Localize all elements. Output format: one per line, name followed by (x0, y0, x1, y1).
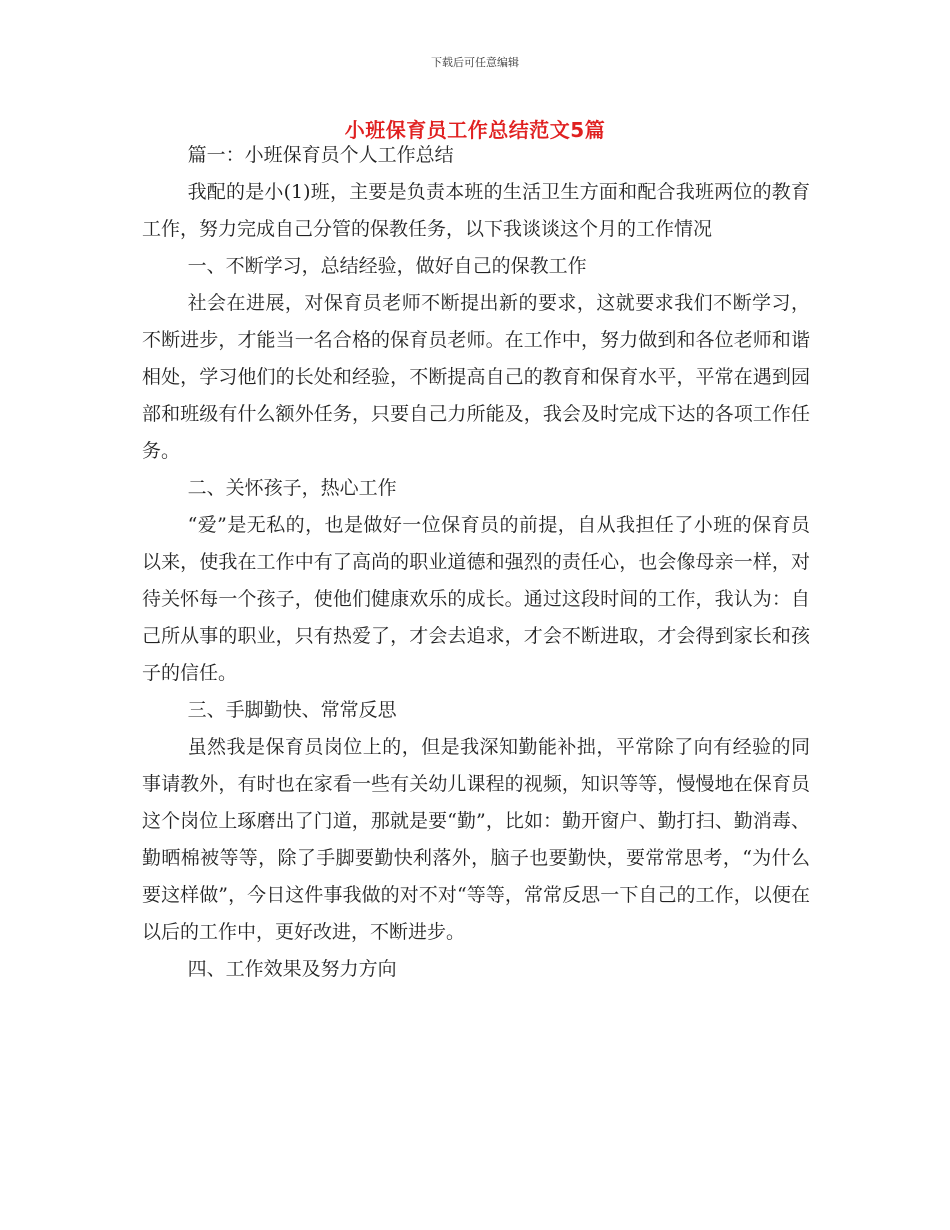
document-body (142, 137, 810, 988)
section-heading: 篇一：小班保育员个人工作总结 (187, 144, 454, 166)
section-heading: 三、手脚勤快、常常反思 (187, 699, 397, 721)
section-heading: 四、工作效果及努力方向 (187, 958, 397, 980)
header-note: 下载后可任意编辑 (431, 56, 519, 69)
paragraph: 社会在进展，对保育员老师不断提出新的要求，这就要求我们不断学习，不断进步，才能当一名合格的保育员老师。在工作中，努力做到和各位老师和谐相处，学习他们的长处和经验，不断提高自己的教育和保育水平，平常在遇到园部和班级有什么额外任务，只要自己力所能及，我会及时完成下达的各项工作任务。 (142, 292, 810, 462)
document-title: 小班保育员工作总结范文5篇 (344, 118, 606, 142)
section-heading: 一、不断学习，总结经验，做好自己的保教工作 (187, 255, 587, 277)
paragraph: 虽然我是保育员岗位上的，但是我深知勤能补拙，平常除了向有经验的同事请教外，有时也在家看一些有关幼儿课程的视频，知识等等，慢慢地在保育员这个岗位上琢磨出了门道，那就是要“勤”，比如：勤开窗户、勤打扫、勤消毒、勤晒棉被等等，除了手脚要勤快利落外，脑子也要勤快，要常常思考，“为什么要这样做”，今日这件事我做的对不对“等等，常常反思一下自己的工作，以便在以后的工作中，更好改进，不断进步。 (142, 736, 810, 943)
section-heading: 二、关怀孩子，热心工作 (187, 477, 397, 499)
paragraph: “爱”是无私的，也是做好一位保育员的前提，自从我担任了小班的保育员以来，使我在工作中有了高尚的职业道德和强烈的责任心，也会像母亲一样，对待关怀每一个孩子，使他们健康欢乐的成长。通过这段时间的工作，我认为：自己所从事的职业，只有热爱了，才会去追求，才会不断进取，才会得到家长和孩子的信任。 (142, 514, 810, 684)
paragraph: 我配的是小(1)班，主要是负责本班的生活卫生方面和配合我班两位的教育工作，努力完成自己分管的保教任务，以下我谈谈这个月的工作情况 (142, 181, 810, 240)
